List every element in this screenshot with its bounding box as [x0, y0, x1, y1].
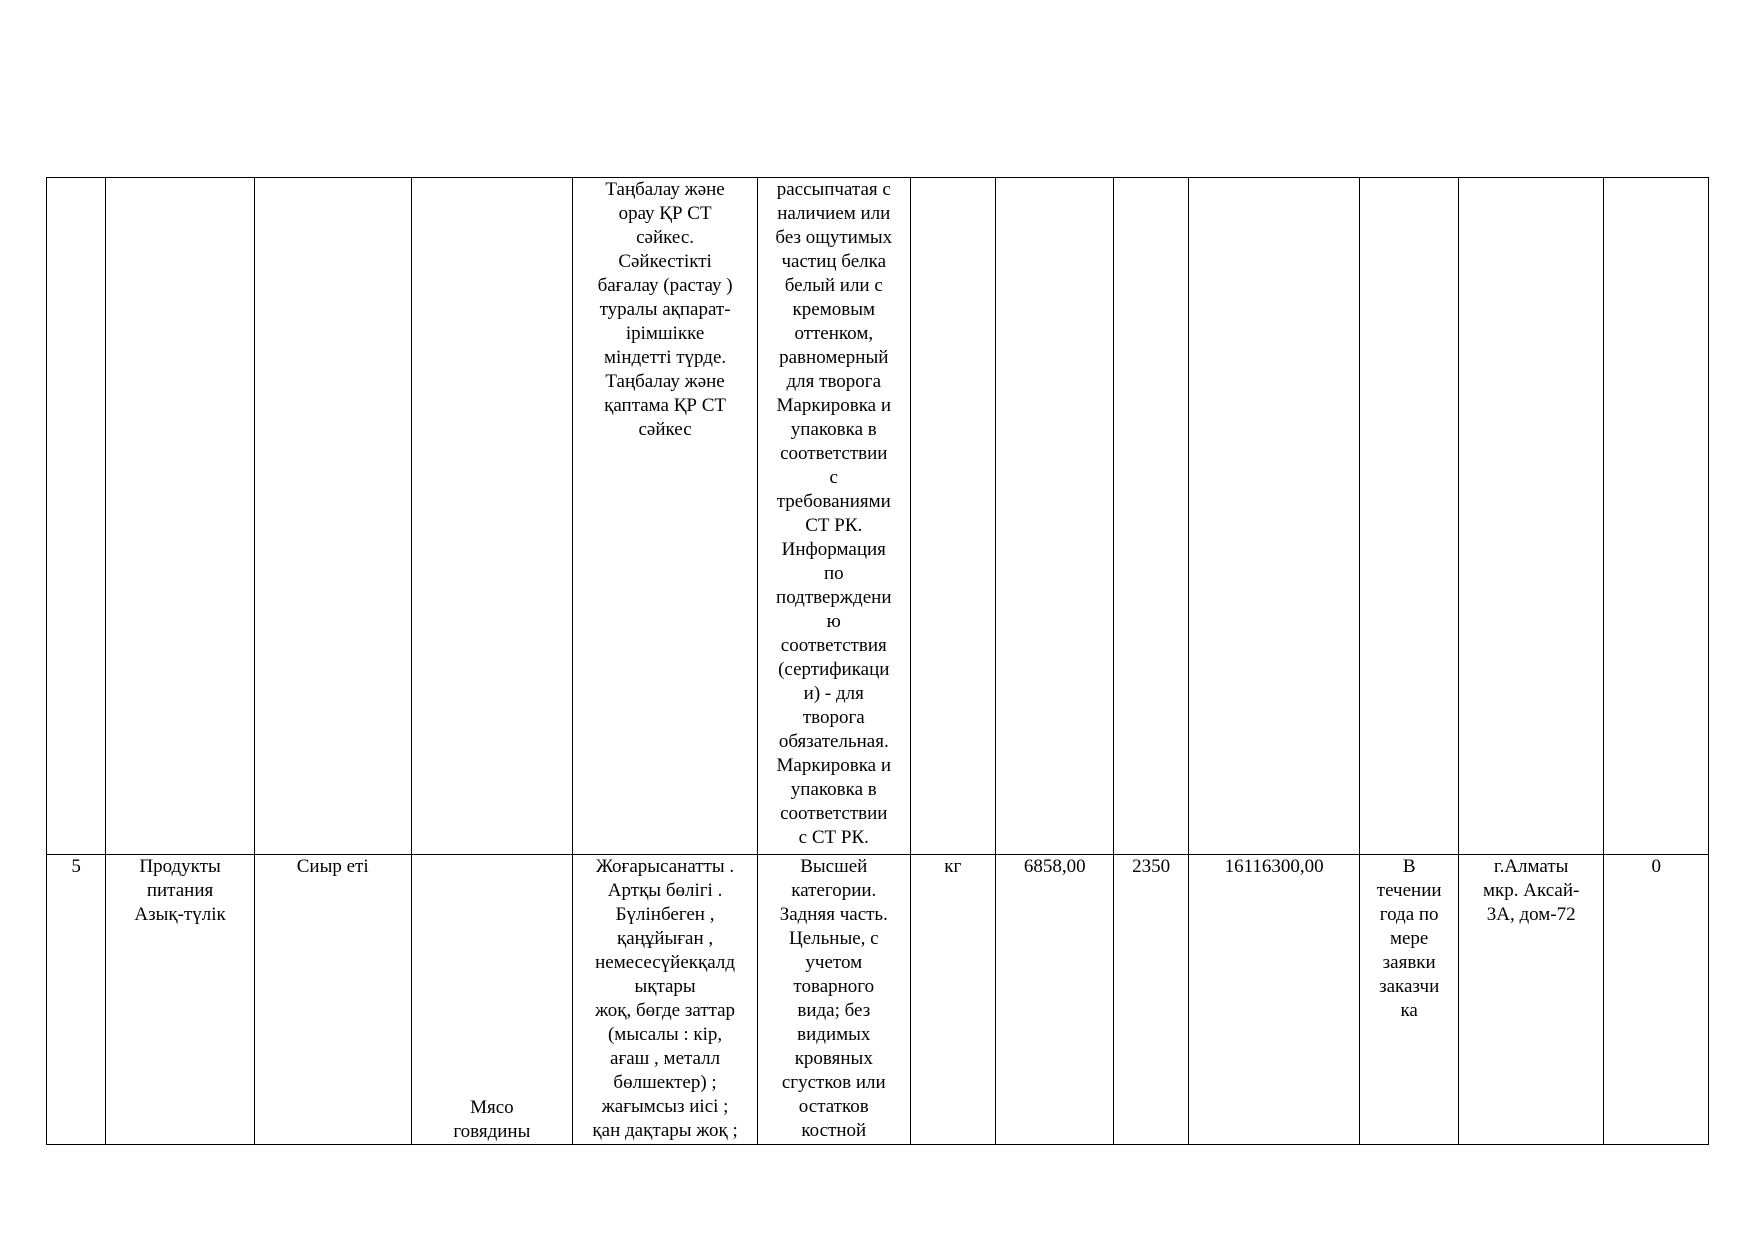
cell-name-kz [254, 178, 411, 855]
cell-quantity [1114, 178, 1188, 855]
cell-number [47, 178, 106, 855]
cell-number: 5 [47, 855, 106, 1145]
cell-category [106, 178, 255, 855]
cell-delivery-term: В течении года по мере заявки заказчи ка [1360, 855, 1458, 1145]
cell-quantity: 2350 [1114, 855, 1188, 1145]
cell-description-kz: Таңбалау және орау ҚР СТ сәйкес. Сәйкестікті бағалау (растау ) туралы ақпарат- ірімшікке міндетті түрде. Таңбалау және қаптама ҚР СТ сәйкес [573, 178, 758, 855]
table-row-item-5 [47, 855, 1709, 1145]
cell-category: Продукты питания Азық-түлік [106, 855, 255, 1145]
cell-description-ru: Высшей категории. Задняя часть. Цельные, с учетом товарного вида; без видимых кровяных сгустков или остатков костной [757, 855, 910, 1145]
cell-delivery-place: г.Алматы мкр. Аксай- 3А, дом-72 [1458, 855, 1604, 1145]
procurement-table [46, 177, 1709, 1145]
cell-unit: кг [910, 855, 995, 1145]
cell-description-ru: рассыпчатая с наличием или без ощутимых частиц белка белый или с кремовым оттенком, равномерный для творога Маркировка и упаковка в соответствии с требованиями СТ РК. Информация по подтверждени ю соответствия (сертификаци и) - для творога обязательная. Маркировка и упаковка в соответствии с СТ РК. [757, 178, 910, 855]
cell-total: 16116300,00 [1188, 855, 1360, 1145]
table-row-continuation [47, 178, 1709, 855]
cell-advance: 0 [1604, 855, 1709, 1145]
name-ru-text: Мясо говядины [453, 1097, 531, 1142]
cell-unit [910, 178, 995, 855]
cell-name-ru [411, 178, 573, 855]
cell-advance [1604, 178, 1709, 855]
cell-name-kz: Сиыр еті [254, 855, 411, 1145]
cell-price: 6858,00 [995, 855, 1113, 1145]
cell-delivery-place [1458, 178, 1604, 855]
cell-delivery-term [1360, 178, 1458, 855]
cell-name-ru [411, 855, 573, 1145]
cell-price [995, 178, 1113, 855]
cell-total [1188, 178, 1360, 855]
cell-description-kz: Жоғарысанатты . Артқы бөлігі . Бүлінбеген , қаңұйыған , немесесүйекқалд ықтары жоқ, бөгде заттар (мысалы : кір, ағаш , металл бөлшектер) ; жағымсыз иісі ; қан дақтары жоқ ; [573, 855, 758, 1145]
